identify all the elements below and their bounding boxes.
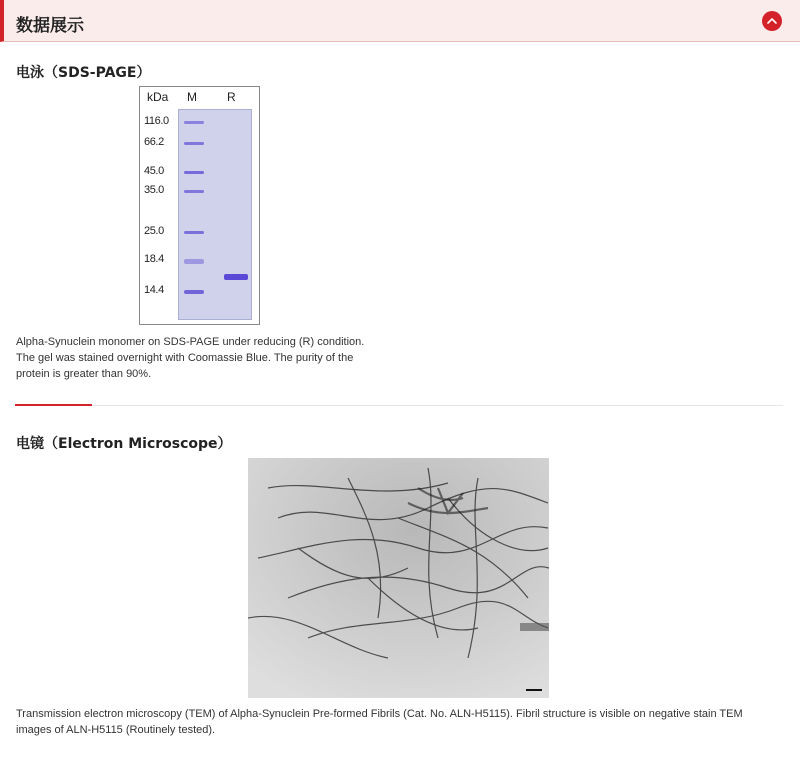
caption-line: images of ALN-H5115 (Routinely tested). xyxy=(16,724,216,736)
marker-label: 116.0 xyxy=(144,115,169,127)
section-header xyxy=(0,0,800,42)
marker-band xyxy=(184,231,204,234)
marker-label: 25.0 xyxy=(144,225,164,237)
kda-label: kDa xyxy=(147,90,169,104)
lane-m-label: M xyxy=(187,90,197,104)
caption-line: Transmission electron microscopy (TEM) of Alpha-Synuclein Pre-formed Fibrils (Cat. No. ALN-H5115). Fibril structure is visible on negative stain TEM xyxy=(16,708,743,720)
marker-band xyxy=(184,142,204,145)
marker-label: 45.0 xyxy=(144,165,164,177)
section-divider-accent xyxy=(15,404,92,406)
marker-band xyxy=(184,259,204,264)
marker-label: 14.4 xyxy=(144,284,164,296)
marker-label: 66.2 xyxy=(144,136,164,148)
tem-micrograph-image xyxy=(248,458,549,698)
marker-band xyxy=(184,171,204,174)
em-caption xyxy=(16,706,786,738)
caption-line: The gel was stained overnight with Coomassie Blue. The purity of the xyxy=(16,352,354,364)
caption-line: Alpha-Synuclein monomer on SDS-PAGE under reducing (R) condition. xyxy=(16,336,365,348)
sample-band xyxy=(224,274,248,280)
marker-band xyxy=(184,290,204,294)
sds-caption xyxy=(16,334,364,382)
section-divider xyxy=(15,405,783,406)
marker-label: 18.4 xyxy=(144,253,164,265)
tem-fibrils-graphic xyxy=(248,458,549,698)
marker-label: 35.0 xyxy=(144,184,164,196)
section-title: 数据展示 xyxy=(16,16,84,36)
chevron-up-icon xyxy=(766,15,778,27)
lane-r-label: R xyxy=(227,90,236,104)
marker-band xyxy=(184,121,204,124)
marker-band xyxy=(184,190,204,193)
sds-page-gel-image xyxy=(139,86,260,325)
sds-page-title: 电泳（SDS-PAGE） xyxy=(16,65,151,81)
collapse-button[interactable] xyxy=(762,11,782,31)
em-title: 电镜（Electron Microscope） xyxy=(16,436,232,452)
caption-line: protein is greater than 90%. xyxy=(16,368,152,380)
gel-body xyxy=(178,109,252,320)
